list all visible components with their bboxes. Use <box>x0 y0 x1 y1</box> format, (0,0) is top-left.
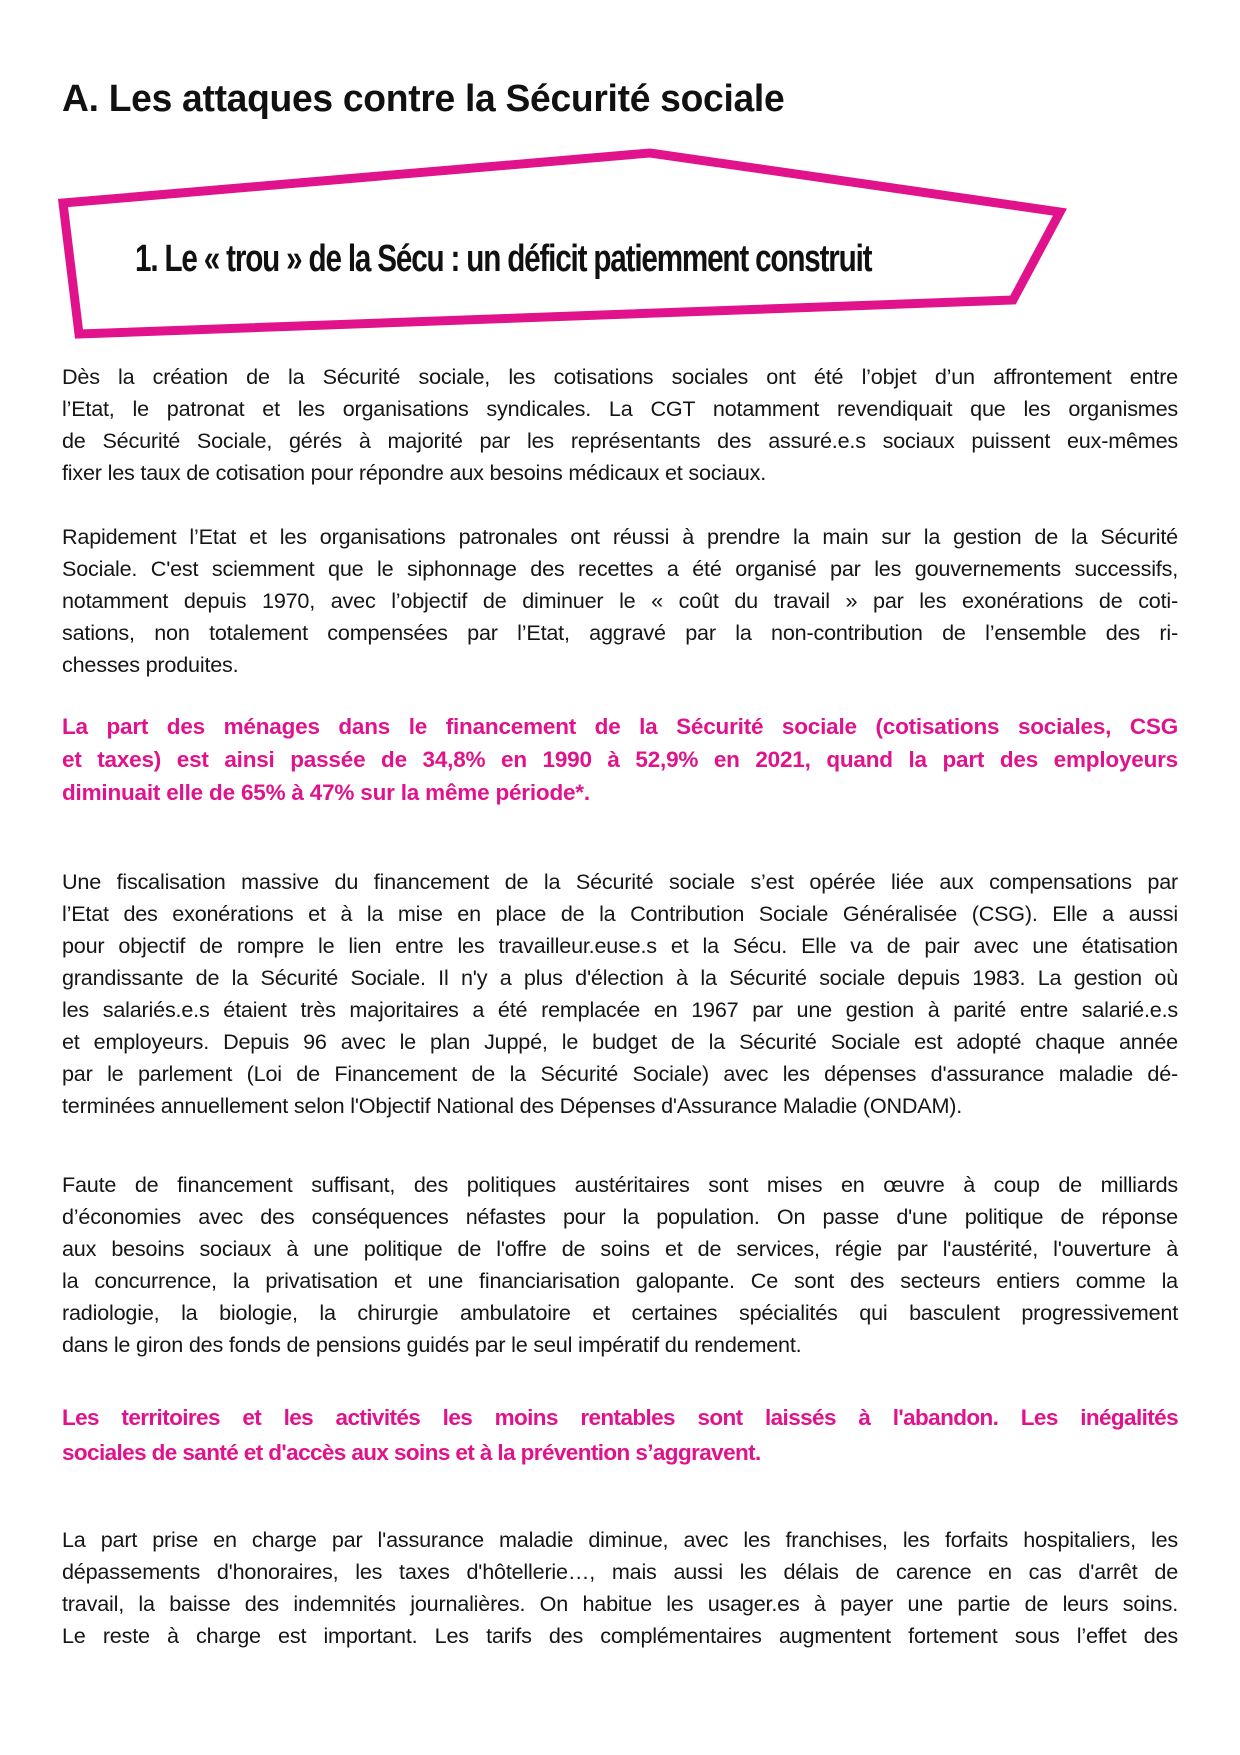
text-line: chesses produites. <box>62 652 239 677</box>
text-line: Faute de financement suffisant, des politiques austéritaires sont mises en œuvre à coup de milliards <box>62 1172 1178 1197</box>
subsection-heading: 1. Le « trou » de la Sécu : un déficit patiemment construit <box>135 238 872 280</box>
text-line: sations, non totalement compensées par l’Etat, aggravé par la non-contribution de l’ensemble des ri- <box>62 620 1178 645</box>
text-line: les salariés.e.s étaient très majoritaires a été remplacée en 1967 par une gestion à parité entre salarié.e.s <box>62 997 1178 1022</box>
text-line: radiologie, la biologie, la chirurgie ambulatoire et certaines spécialités qui basculent progressivement <box>62 1300 1178 1325</box>
highlight-line: Les territoires et les activités les moins rentables sont laissés à l'abandon. Les inégalités <box>62 1405 1178 1430</box>
paragraph-3 <box>62 866 1178 1122</box>
text-line: Le reste à charge est important. Les tarifs des complémentaires augmentent fortement sous l’effet des <box>62 1623 1178 1648</box>
text-line: l’Etat, le patronat et les organisations syndicales. La CGT notamment revendiquait que les organismes <box>62 396 1178 421</box>
highlight-line: La part des ménages dans le financement de la Sécurité sociale (cotisations sociales, CSG <box>62 714 1178 739</box>
highlight-line: sociales de santé et d'accès aux soins et à la prévention s’aggravent. <box>62 1440 761 1465</box>
highlight-inequalities <box>62 1400 1178 1470</box>
text-line: pour objectif de rompre le lien entre les travailleur.euse.s et la Sécu. Elle va de pair avec une étatisation <box>62 933 1178 958</box>
paragraph-1 <box>62 361 1178 489</box>
subsection-frame <box>0 0 1240 400</box>
text-line: l’Etat des exonérations et à la mise en place de la Contribution Sociale Généralisée (CSG). Elle a aussi <box>62 901 1178 926</box>
paragraph-4 <box>62 1169 1178 1361</box>
paragraph-2 <box>62 521 1178 681</box>
text-line: notamment depuis 1970, avec l’objectif de diminuer le « coût du travail » par les exonérations de coti- <box>62 588 1178 613</box>
text-line: aux besoins sociaux à une politique de l'offre de soins et de services, régie par l'austérité, l'ouverture à <box>62 1236 1178 1261</box>
text-line: dans le giron des fonds de pensions guidés par le seul impératif du rendement. <box>62 1332 802 1357</box>
text-line: terminées annuellement selon l'Objectif National des Dépenses d'Assurance Maladie (ONDAM). <box>62 1093 963 1118</box>
highlight-statistic <box>62 710 1178 809</box>
text-line: grandissante de la Sécurité Sociale. Il n'y a plus d'élection à la Sécurité sociale depuis 1983. La gestion où <box>62 965 1178 990</box>
text-line: Sociale. C'est sciemment que le siphonnage des recettes a été organisé par les gouvernements successifs, <box>62 556 1178 581</box>
text-line: La part prise en charge par l'assurance maladie diminue, avec les franchises, les forfaits hospitaliers, les <box>62 1527 1178 1552</box>
text-line: fixer les taux de cotisation pour répondre aux besoins médicaux et sociaux. <box>62 460 766 485</box>
section-heading: A. Les attaques contre la Sécurité sociale <box>62 78 785 120</box>
highlight-line: diminuait elle de 65% à 47% sur la même période*. <box>62 780 590 805</box>
text-line: de Sécurité Sociale, gérés à majorité par les représentants des assuré.e.s sociaux puissent eux-mêmes <box>62 428 1178 453</box>
text-line: par le parlement (Loi de Financement de la Sécurité Sociale) avec les dépenses d'assurance maladie dé- <box>62 1061 1178 1086</box>
text-line: dépassements d'honoraires, les taxes d'hôtellerie…, mais aussi les délais de carence en cas d'arrêt de <box>62 1559 1178 1584</box>
text-line: Rapidement l’Etat et les organisations patronales ont réussi à prendre la main sur la gestion de la Sécurité <box>62 524 1178 549</box>
text-line: et employeurs. Depuis 96 avec le plan Juppé, le budget de la Sécurité Sociale est adopté chaque année <box>62 1029 1178 1054</box>
text-line: travail, la baisse des indemnités journalières. On habitue les usager.es à payer une partie de leurs soins. <box>62 1591 1178 1616</box>
text-line: d’économies avec des conséquences néfastes pour la population. On passe d'une politique de réponse <box>62 1204 1178 1229</box>
text-line: Dès la création de la Sécurité sociale, les cotisations sociales ont été l’objet d’un affrontement entre <box>62 364 1178 389</box>
text-line: Une fiscalisation massive du financement de la Sécurité sociale s’est opérée liée aux compensations par <box>62 869 1178 894</box>
highlight-line: et taxes) est ainsi passée de 34,8% en 1990 à 52,9% en 2021, quand la part des employeurs <box>62 747 1178 772</box>
paragraph-5 <box>62 1524 1178 1652</box>
text-line: la concurrence, la privatisation et une financiarisation galopante. Ce sont des secteurs entiers comme la <box>62 1268 1178 1293</box>
